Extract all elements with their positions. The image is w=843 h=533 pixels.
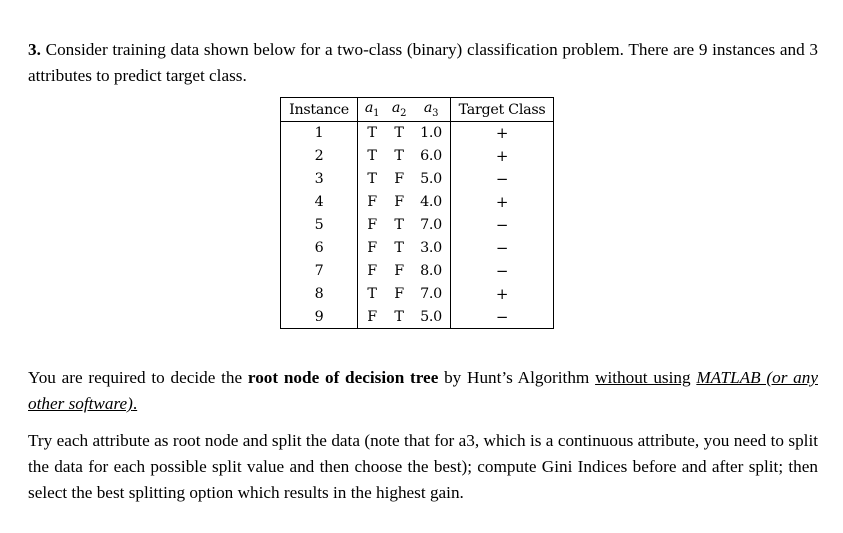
required-bold-root-node: root node of decision tree (247, 368, 439, 387)
table-row (281, 259, 554, 282)
cell-a2: T (394, 217, 404, 233)
table-row (281, 236, 554, 259)
cell-target: − (451, 168, 554, 191)
table-row (281, 122, 554, 145)
header-a1: $a_1$ (358, 98, 387, 122)
cell-instance: 5 (281, 214, 358, 237)
cell-target: − (451, 236, 554, 259)
cell-target: − (451, 259, 554, 282)
cell-a1: F (367, 217, 377, 233)
cell-a1: F (367, 194, 377, 211)
header-a3: $a_3$ (412, 98, 451, 122)
table-row (281, 191, 554, 214)
cell-a1: T (367, 171, 377, 188)
cell-target: + (451, 122, 554, 145)
cell-instance: 4 (281, 191, 358, 214)
header-target-class: Target Class (451, 98, 554, 122)
cell-instance: 8 (281, 282, 358, 305)
cell-a3: 6.0 (412, 145, 451, 168)
cell-a3: 5.0 (412, 305, 451, 328)
table-header-row (281, 98, 554, 122)
cell-instance: 2 (281, 145, 358, 168)
cell-target: + (451, 145, 554, 168)
required-text-1: You are required to decide the (28, 368, 248, 387)
cell-a2: T (394, 148, 404, 165)
cell-instance: 3 (281, 168, 358, 191)
cell-a1: F (358, 305, 387, 328)
question-number: 3. (28, 40, 41, 59)
cell-a2: F (394, 194, 404, 211)
required-underline-without-using: without using (595, 368, 691, 387)
required-statement (28, 365, 818, 417)
table-row (281, 214, 554, 237)
cell-a3: 7.0 (412, 214, 451, 237)
cell-instance: 7 (281, 259, 358, 282)
cell-a1: T (367, 285, 377, 302)
cell-a1: T (367, 125, 377, 142)
cell-a3: 3.0 (412, 236, 451, 259)
cell-a2: F (394, 171, 404, 188)
table-row (281, 168, 554, 191)
cell-target: − (451, 214, 554, 237)
required-text-2: by Hunt’s Algorithm (438, 368, 596, 387)
cell-a1: F (367, 239, 377, 256)
question-intro (28, 37, 818, 89)
cell-instance: 1 (281, 122, 358, 145)
cell-instance: 9 (281, 305, 358, 328)
cell-instance: 6 (281, 236, 358, 259)
cell-a2: F (394, 285, 404, 302)
cell-target: + (451, 191, 554, 214)
cell-a2: T (394, 239, 404, 256)
instructions-paragraph: Try each attribute as root node and split the data (note that for a3, which is a continuous attribute, you need to split the data for each possible split value and then choose the best); compute Gini Indices before and after split; then select the best splitting option which results in the highest gain. (28, 431, 818, 502)
table-row (281, 145, 554, 168)
intro-text-2: instances and 3 attributes to predict target class. (28, 40, 818, 85)
cell-a2: T (394, 125, 404, 142)
required-underline-matlab: MATLAB (or any other software) (28, 368, 818, 413)
cell-target: + (451, 282, 554, 305)
cell-a3: 8.0 (412, 259, 451, 282)
header-instance: Instance (281, 98, 358, 122)
training-data-table (280, 97, 554, 329)
cell-a3: 4.0 (412, 191, 451, 214)
header-a2: $a_2$ (386, 98, 412, 122)
cell-a3: 1.0 (412, 122, 451, 145)
cell-a1: T (367, 148, 377, 165)
cell-target: − (451, 305, 554, 328)
required-underline-period: . (132, 394, 138, 413)
table-row (281, 282, 554, 305)
cell-a3: 5.0 (412, 168, 451, 191)
cell-a3: 7.0 (412, 282, 451, 305)
cell-a2: T (386, 305, 412, 328)
intro-text-1: Consider training data shown below for a two-class (binary) classification problem. There are 9 (40, 40, 708, 59)
cell-a2: F (394, 262, 404, 279)
cell-a1: F (367, 262, 377, 279)
table-row (281, 305, 554, 328)
